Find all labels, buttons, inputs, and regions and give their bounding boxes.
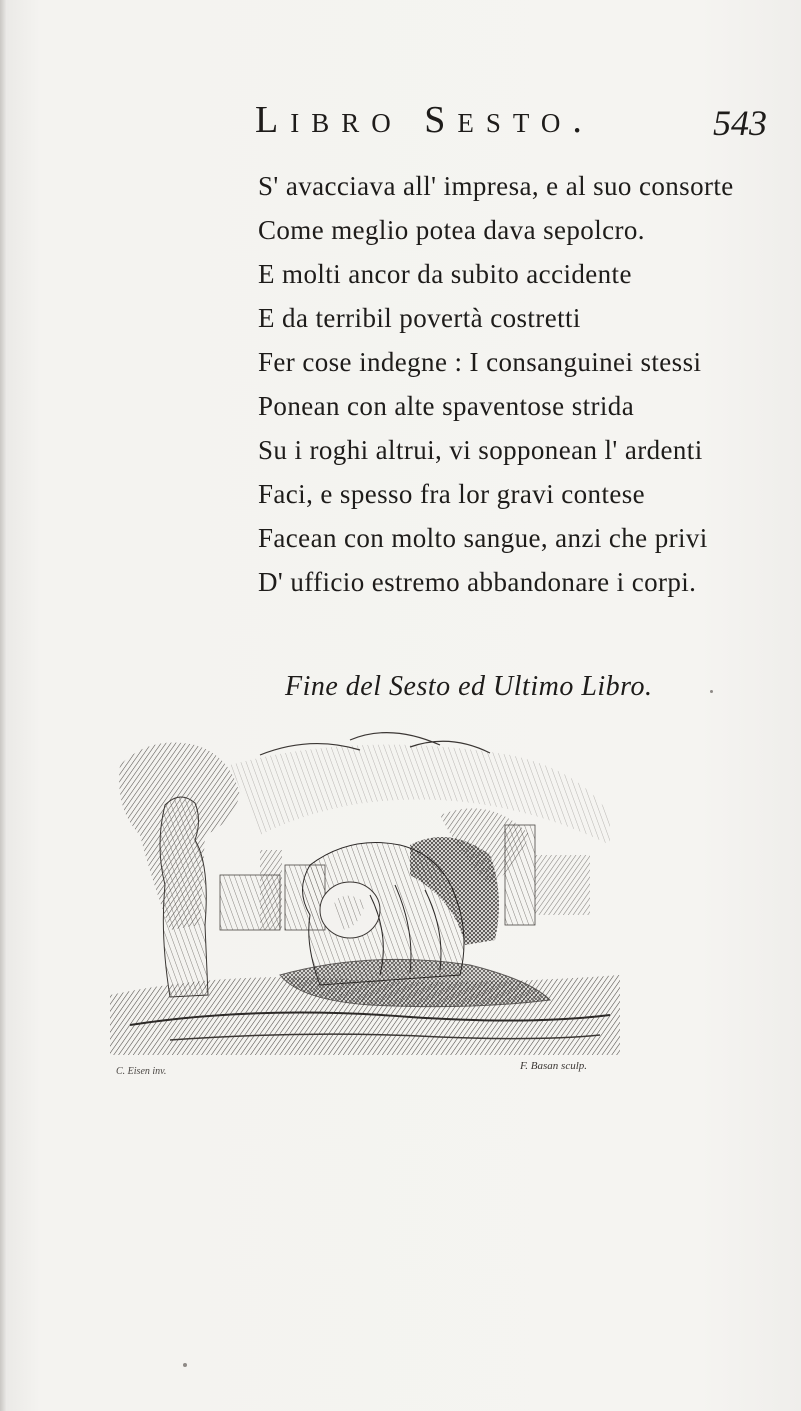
engraved-vignette bbox=[110, 725, 620, 1055]
paper-speck bbox=[710, 690, 713, 693]
plate-credit-left: C. Eisen inv. bbox=[116, 1066, 167, 1077]
closing-line: Fine del Sesto ed Ultimo Libro. bbox=[285, 671, 653, 702]
verse-line: Come meglio potea dava sepolcro. bbox=[258, 215, 645, 245]
verse-line: Ponean con alte spaventose strida bbox=[258, 391, 635, 421]
verse-line: E da terribil povertà costretti bbox=[258, 303, 581, 333]
page-binding-edge bbox=[0, 0, 6, 1411]
verse-line: Su i roghi altrui, vi sopponean l' ardenti bbox=[258, 435, 703, 465]
verse-line: D' ufficio estremo abbandonare i corpi. bbox=[258, 567, 697, 597]
verse-line: S' avacciava all' impresa, e al suo consorte bbox=[258, 171, 734, 201]
verse-line: Faci, e spesso fra lor gravi contese bbox=[258, 479, 646, 509]
verse-line: E molti ancor da subito accidente bbox=[258, 259, 632, 289]
verse-line: Facean con molto sangue, anzi che privi bbox=[258, 523, 708, 553]
verse-block bbox=[258, 164, 778, 604]
page-number: 543 bbox=[713, 103, 767, 143]
verse-line: Fer cose indegne : I consanguinei stessi bbox=[258, 347, 702, 377]
paper-speck bbox=[183, 1363, 187, 1367]
header-title: Libro Sesto. bbox=[255, 99, 594, 141]
running-header bbox=[255, 98, 765, 150]
plate-credit-right: F. Basan sculp. bbox=[520, 1060, 588, 1072]
